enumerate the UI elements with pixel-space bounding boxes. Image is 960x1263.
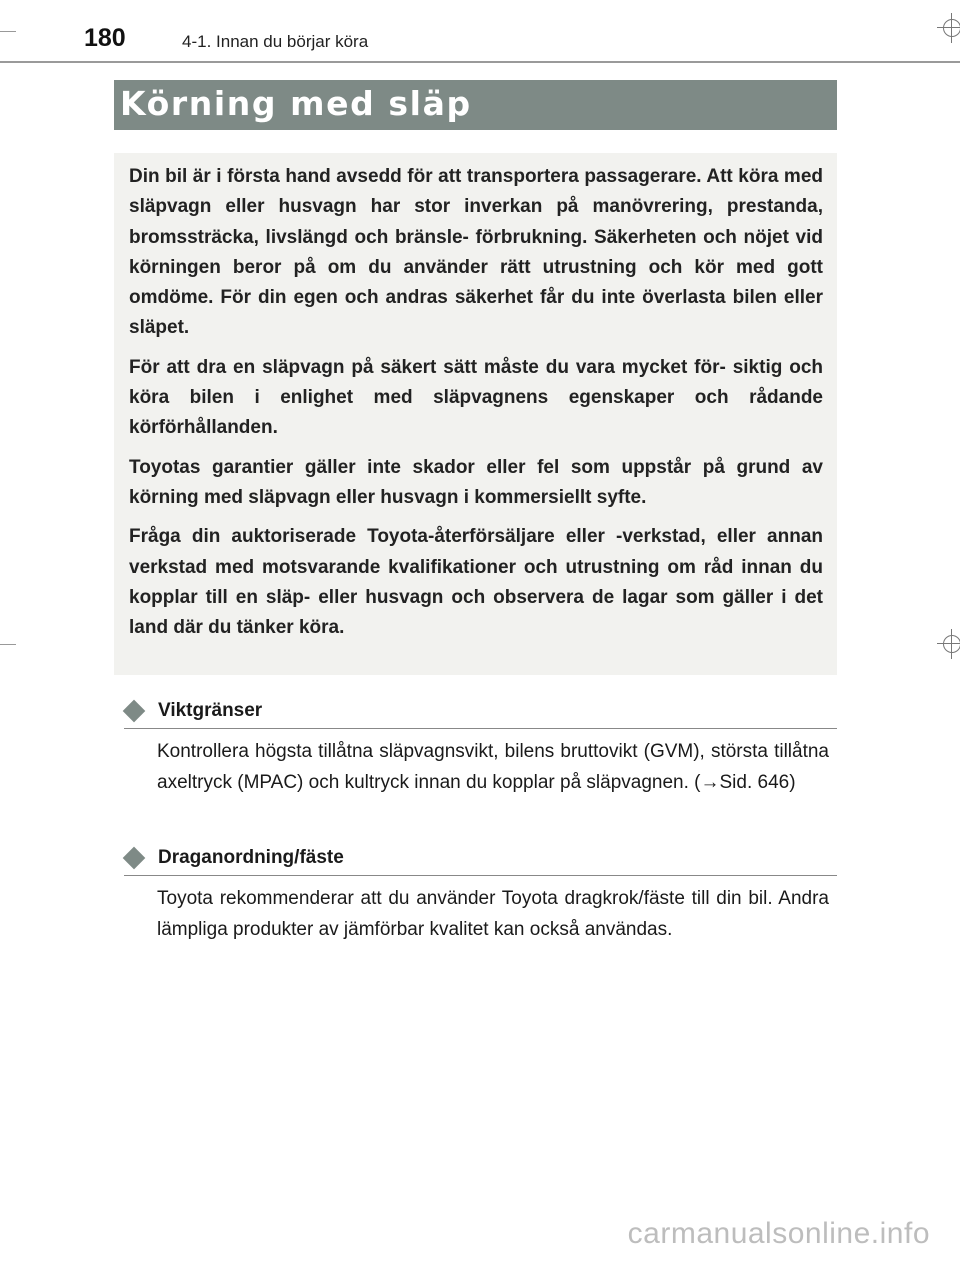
crop-mark-top-left	[0, 31, 16, 32]
header-rule	[0, 61, 960, 63]
subheading-weight-limits	[124, 698, 837, 729]
body-paragraph-weight-limits: Kontrollera högsta tillåtna släpvagnsvikt, bilens bruttovikt (GVM), största tillåtna axeltryck (MPAC) och kultryck innan du kopplar på släpvagnen. (→Sid. 646)	[157, 741, 829, 793]
subheading-label: Draganordning/fäste	[158, 847, 344, 868]
crosshair-right-middle-icon	[937, 629, 960, 659]
subheading-towing-hitch	[124, 845, 837, 876]
running-header-section: 4-1. Innan du börjar köra	[182, 32, 369, 51]
chapter-title-band	[114, 80, 837, 130]
intro-paragraph: För att dra en släpvagn på säkert sätt måste du vara mycket för- siktig och köra bilen i enlighet med släpvagnens egenskaper och rådande körförhållanden.	[129, 356, 823, 439]
page-title: Körning med släp	[120, 84, 472, 123]
intro-paragraph: Din bil är i första hand avsedd för att transportera passagerare. Att köra med släpvagn eller husvagn har stor inverkan på manövrering, prestanda, bromssträcka, livslängd och bränsle- förbrukning. Säkerheten och nöjet vid körningen beror på om du använder rätt utrustning och kör med gott omdöme. För din egen och andras säkerhet får du inte överlasta bilen eller släpet.	[129, 166, 823, 339]
diamond-bullet-icon	[123, 700, 146, 723]
site-watermark: carmanualsonline.info	[627, 1217, 930, 1250]
diamond-bullet-icon	[123, 847, 146, 870]
crosshair-top-right-icon	[937, 13, 960, 43]
body-paragraph-towing-hitch: Toyota rekommenderar att du använder Toyota dragkrok/fäste till din bil. Andra lämpliga produkter av jämförbar kvalitet kan också användas.	[157, 888, 829, 940]
subheading-label: Viktgränser	[158, 700, 263, 721]
intro-paragraph: Fråga din auktoriserade Toyota-återförsäljare eller -verkstad, eller annan verkstad med motsvarande kvalifikationer och utrustning om råd innan du kopplar till en släp- eller husvagn och observera de lagar som gäller i det land där du tänker köra.	[129, 526, 823, 639]
intro-box	[114, 153, 837, 675]
crop-mark-left-middle	[0, 644, 16, 645]
intro-paragraph: Toyotas garantier gäller inte skador eller fel som uppstår på grund av körning med släpvagn eller husvagn i kommersiellt syfte.	[129, 456, 823, 508]
page-number: 180	[84, 24, 126, 52]
